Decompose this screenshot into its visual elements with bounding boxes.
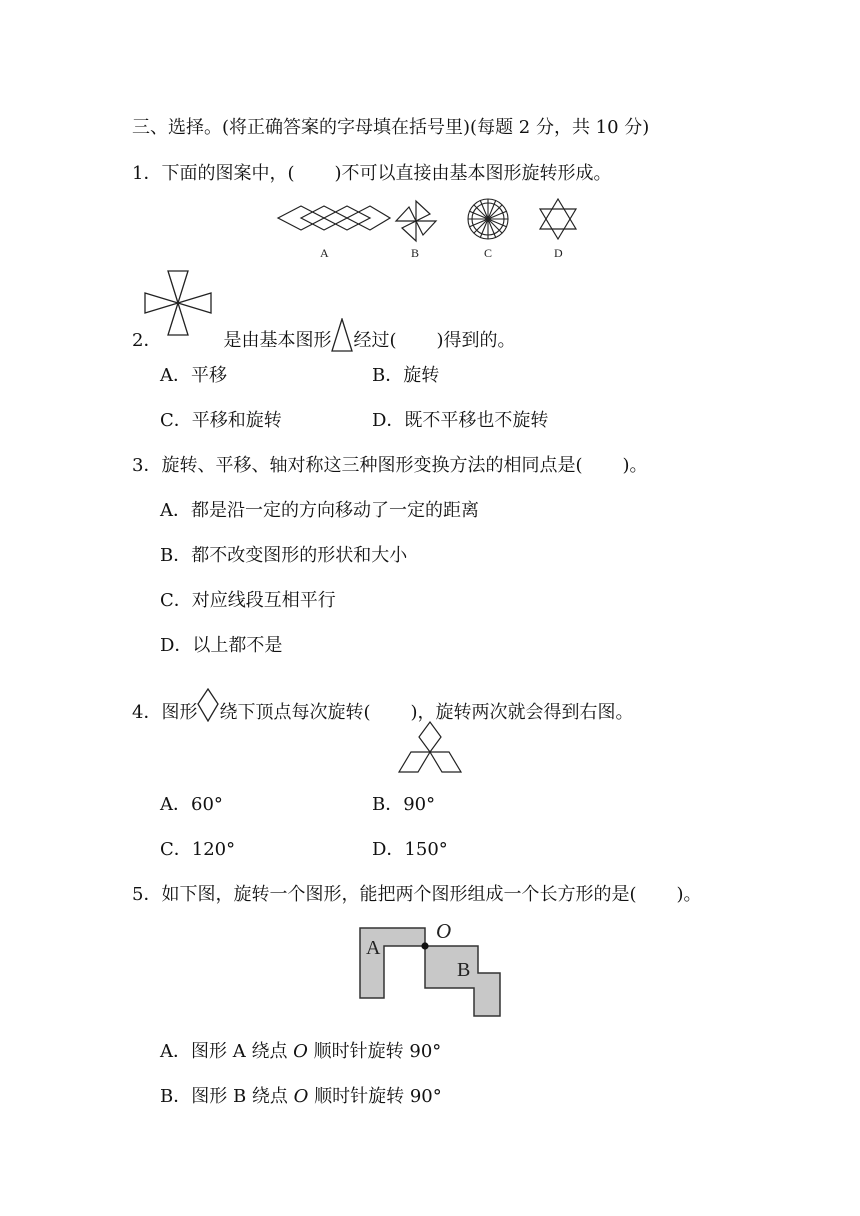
q5-option-a-point: O <box>293 1041 308 1062</box>
q5-option-b-post: 顺时针旋转 90° <box>308 1086 442 1107</box>
q5-point-o <box>421 942 428 949</box>
q1-suffix: )不可以直接由基本图形旋转形成。 <box>334 163 612 184</box>
question-1 <box>132 162 612 186</box>
figure-a-label: A <box>320 246 329 260</box>
figure-a-rhombus-chain <box>278 206 390 230</box>
q3-option-a[interactable]: A．都是沿一定的方向移动了一定的距离 <box>160 500 479 521</box>
q2-option-c[interactable]: C．平移和旋转 <box>160 410 282 431</box>
question-3 <box>132 454 648 478</box>
q4-rhombus-icon <box>197 688 219 722</box>
q5-rotation-figure <box>350 916 510 1024</box>
q3-prefix: 3．旋转、平移、轴对称这三种图形变换方法的相同点是( <box>132 455 583 476</box>
figure-b-label: B <box>411 246 420 260</box>
q2-number: 2． <box>132 330 162 351</box>
q5-option-a-pre: A．图形 A 绕点 <box>160 1041 294 1062</box>
figure-c-flower <box>468 199 508 239</box>
figure-b-pinwheel <box>396 201 436 241</box>
q5-option-b-point: O <box>293 1086 309 1107</box>
q5-option-b[interactable] <box>160 1085 442 1109</box>
q5-option-a-post: 顺时针旋转 90° <box>307 1041 442 1062</box>
q4-text-b: 绕下顶点每次旋转( <box>219 702 371 723</box>
q4-option-d[interactable]: D．150° <box>372 839 448 860</box>
question-5 <box>132 883 702 907</box>
figure-d-star <box>540 199 576 239</box>
q2-text-c: )得到的。 <box>436 330 516 351</box>
figure-d-label: D <box>554 246 563 260</box>
q4-text-a: 4．图形 <box>132 702 198 723</box>
q5-option-b-pre: B．图形 B 绕点 <box>160 1086 294 1107</box>
q3-suffix: )。 <box>622 455 648 476</box>
q4-result-figure <box>396 720 464 776</box>
section-header: 三、选择。(将正确答案的字母填在括号里)(每题 2 分，共 10 分) <box>132 117 650 138</box>
q1-prefix: 1．下面的图案中，( <box>132 163 295 184</box>
question-2 <box>132 318 516 353</box>
q4-text-c: )，旋转两次就会得到右图。 <box>410 702 634 723</box>
q2-option-d[interactable]: D．既不平移也不旋转 <box>372 410 549 431</box>
q2-option-a[interactable]: A．平移 <box>160 365 227 386</box>
q5-option-a[interactable] <box>160 1040 441 1064</box>
q4-option-a[interactable]: A．60° <box>160 794 223 815</box>
question-4 <box>132 688 634 725</box>
q2-text-a: 是由基本图形 <box>223 330 332 351</box>
q5-label-o: O <box>436 919 452 943</box>
q5-suffix: )。 <box>676 884 702 905</box>
q4-option-c[interactable]: C．120° <box>160 839 236 860</box>
q2-option-b[interactable]: B．旋转 <box>372 365 440 386</box>
q5-label-b: B <box>457 959 471 981</box>
figure-c-label: C <box>484 246 493 260</box>
q2-triangle-icon <box>331 318 353 352</box>
q2-text-b: 经过( <box>353 330 397 351</box>
q5-shape-b <box>425 946 500 1016</box>
q3-option-b[interactable]: B．都不改变图形的形状和大小 <box>160 545 408 566</box>
q1-figures <box>270 196 590 264</box>
q5-label-a: A <box>366 937 381 959</box>
q4-option-b[interactable]: B．90° <box>372 794 436 815</box>
q5-prefix: 5．如下图，旋转一个图形，能把两个图形组成一个长方形的是( <box>132 884 637 905</box>
q3-option-c[interactable]: C．对应线段互相平行 <box>160 590 336 611</box>
q3-option-d[interactable]: D．以上都不是 <box>160 635 283 656</box>
